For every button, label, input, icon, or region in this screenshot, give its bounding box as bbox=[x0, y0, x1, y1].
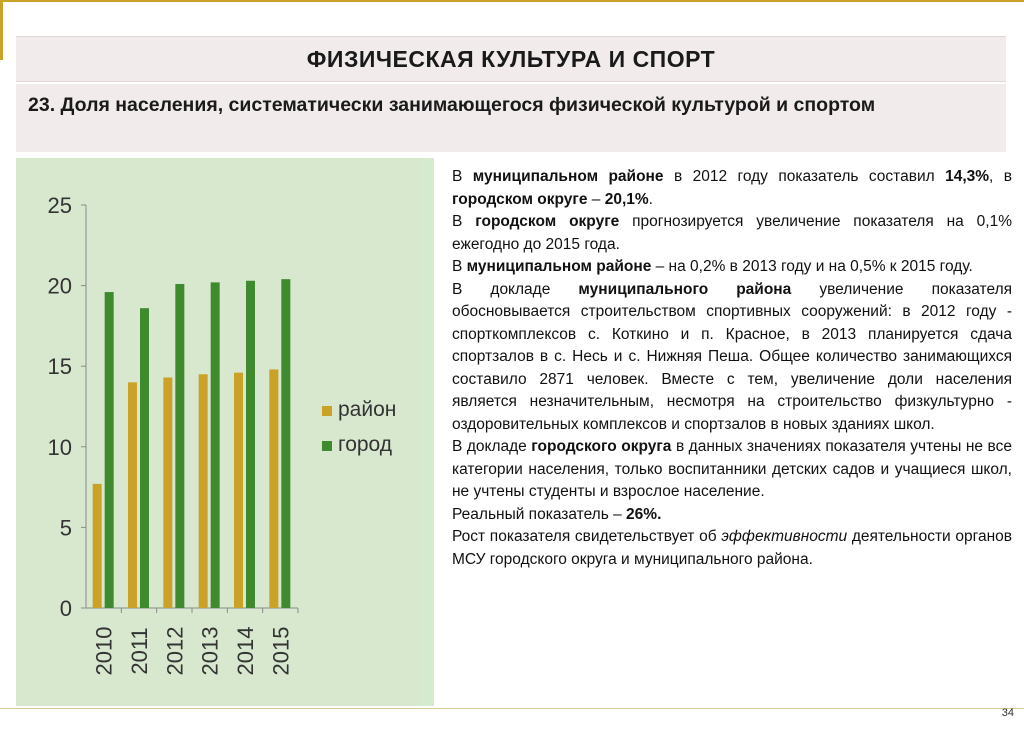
text-run: деятельности органов МСУ городского округа и муниципального района. bbox=[452, 528, 1012, 568]
bar-gorod bbox=[105, 292, 114, 608]
x-tick-label: 2011 bbox=[127, 627, 152, 675]
bar-gorod bbox=[175, 284, 184, 608]
bar-rayon bbox=[128, 382, 137, 608]
y-tick-label: 20 bbox=[47, 273, 72, 299]
legend-swatch-gorod bbox=[322, 441, 332, 451]
text-run: В bbox=[452, 258, 467, 275]
text-run: Реальный показатель – bbox=[452, 505, 627, 523]
bar-gorod bbox=[246, 281, 255, 608]
footer-line bbox=[0, 708, 1024, 709]
y-tick-label: 10 bbox=[47, 434, 72, 460]
text-run: Рост показателя свидетельствует об bbox=[452, 528, 722, 545]
paragraph bbox=[452, 504, 1012, 527]
x-tick-label: 2010 bbox=[91, 626, 117, 676]
text-run: В докладе bbox=[452, 280, 579, 298]
top-border bbox=[0, 0, 1024, 2]
italic-run: эффективности bbox=[721, 528, 848, 545]
y-tick-label: 15 bbox=[47, 354, 72, 380]
paragraph bbox=[452, 166, 1012, 211]
bold-run: городского округа bbox=[531, 438, 672, 455]
text-run: в данных значениях показателя учтены не все категории населения, только воспитанники детских садов и учащиеся школ, не учтены студенты и взрослое население. bbox=[452, 438, 1012, 500]
paragraph bbox=[452, 211, 1012, 256]
bold-run: муниципальном районе bbox=[466, 258, 652, 275]
text-run: , в bbox=[989, 168, 1012, 185]
bold-run: 20,1% bbox=[604, 190, 649, 208]
paragraph bbox=[452, 256, 1012, 279]
text-run: прогнозируется увеличение показателя на 0,1% ежегодно до 2015 года. bbox=[452, 213, 1013, 253]
text-run: – bbox=[587, 190, 605, 208]
title-bar bbox=[16, 36, 1006, 82]
x-tick-label: 2014 bbox=[233, 626, 258, 676]
page-title: ФИЗИЧЕСКАЯ КУЛЬТУРА И СПОРТ bbox=[306, 45, 716, 72]
paragraph bbox=[452, 279, 1012, 437]
text-run: в 2012 году показатель составил bbox=[663, 168, 946, 185]
bold-run: городском округе bbox=[475, 213, 620, 230]
bar-rayon bbox=[199, 374, 208, 608]
chart-panel bbox=[16, 158, 420, 706]
bar-rayon bbox=[269, 369, 278, 608]
bold-run: 14,3% bbox=[945, 168, 990, 185]
text-run: – на 0,2% в 2013 году и на 0,5% к 2015 году. bbox=[651, 258, 973, 275]
bar-gorod bbox=[281, 279, 290, 608]
x-tick-label: 2012 bbox=[162, 626, 188, 676]
description-text bbox=[452, 166, 1012, 571]
text-run: . bbox=[648, 190, 653, 208]
bar-rayon bbox=[163, 377, 172, 608]
paragraph bbox=[452, 436, 1012, 504]
bold-run: муниципального района bbox=[578, 280, 792, 298]
left-border bbox=[0, 0, 3, 60]
text-run: В bbox=[452, 213, 476, 230]
subtitle-box bbox=[16, 84, 1006, 152]
x-tick-label: 2015 bbox=[268, 626, 294, 676]
page-number: 34 bbox=[1001, 707, 1014, 719]
text-run: В bbox=[452, 168, 473, 185]
y-tick-label: 5 bbox=[59, 515, 72, 541]
text-panel bbox=[434, 158, 1013, 706]
bold-run: городском округе bbox=[452, 190, 588, 208]
bar-gorod bbox=[140, 308, 149, 608]
text-run: увеличение показателя обосновывается строительством спортивных сооружений: в 2012 году - спорткомплексов с. Коткино и п. Красное, в 2013 планируется сдача спортзалов в с. Несь и с. Нижняя Пеша. Общее количество занимающихся составило 2871 человек. Вместе с тем, увеличение доли населения является незначительным, несмотря на строительство физкультурно - оздоровительных комплексов и спортзалов в новых зданиях школ. bbox=[452, 280, 1013, 433]
content-panel bbox=[16, 158, 1013, 706]
legend-swatch-rayon bbox=[322, 406, 332, 416]
bar-rayon bbox=[93, 484, 102, 608]
bold-run: муниципальном районе bbox=[472, 168, 664, 185]
bar-chart bbox=[16, 158, 420, 706]
y-tick-label: 0 bbox=[59, 596, 72, 621]
bar-rayon bbox=[234, 373, 243, 608]
legend-label: город bbox=[338, 433, 393, 456]
page-subtitle: 23. Доля населения, систематически занимающегося физической культурой и спортом bbox=[28, 94, 876, 116]
x-tick-label: 2013 bbox=[197, 626, 223, 676]
y-tick-label: 25 bbox=[47, 193, 72, 218]
legend-label: район bbox=[338, 398, 397, 421]
paragraph bbox=[452, 526, 1012, 571]
bar-gorod bbox=[211, 282, 220, 608]
text-run: В докладе bbox=[452, 438, 532, 455]
bold-run: 26%. bbox=[626, 505, 662, 523]
